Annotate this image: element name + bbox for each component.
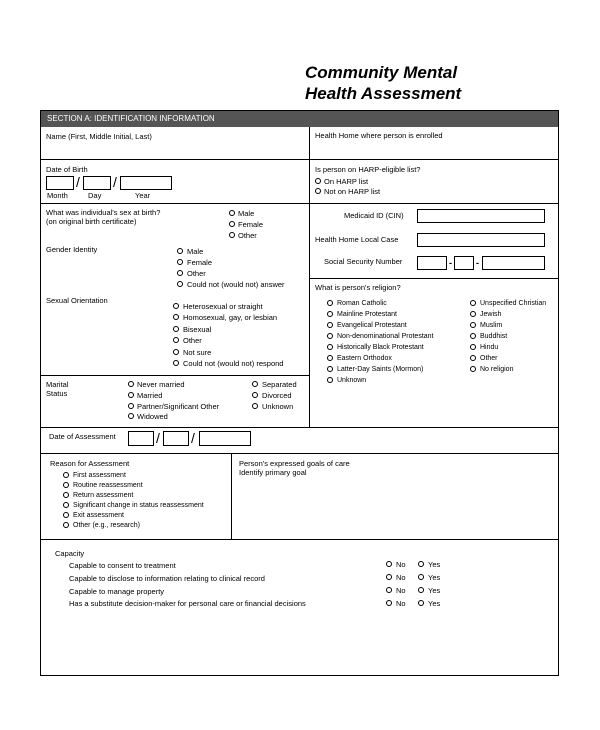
section-a-header: SECTION A: IDENTIFICATION INFORMATION — [41, 111, 558, 127]
religion-radio[interactable] — [327, 300, 333, 306]
form-title-line2: Health Assessment — [305, 84, 462, 103]
capacity-yes-label: Yes — [428, 599, 441, 608]
ssn-part1-input[interactable] — [417, 256, 447, 270]
ssn-label: Social Security Number — [324, 257, 403, 266]
row-divider — [41, 375, 309, 376]
reason-option-label: Return assessment — [73, 492, 134, 499]
religion-label: Mainline Protestant — [337, 311, 397, 318]
ssn-dash: - — [476, 258, 479, 268]
marital-label: Marital — [46, 380, 69, 389]
assessment-date-label: Date of Assessment — [49, 432, 116, 441]
religion-label: Muslim — [480, 322, 503, 329]
dob-day-input[interactable] — [83, 176, 111, 190]
column-divider — [309, 127, 310, 427]
religion-label: Non-denominational Protestant — [337, 333, 434, 340]
capacity-item-label: Capable to disclose to information relating to clinical record — [69, 574, 265, 583]
gender-noanswer-radio[interactable] — [177, 281, 183, 287]
assessment-slash: / — [191, 430, 195, 446]
harp-not-radio[interactable] — [315, 188, 321, 194]
marital-radio[interactable] — [252, 381, 258, 387]
gender-male-label: Male — [187, 247, 204, 256]
harp-on-radio[interactable] — [315, 178, 321, 184]
reason-radio[interactable] — [63, 522, 69, 528]
gender-other-label: Other — [187, 269, 206, 278]
capacity-item-label: Capable to manage property — [69, 587, 165, 596]
ssn-part3-input[interactable] — [482, 256, 545, 270]
religion-radio[interactable] — [470, 322, 476, 328]
religion-label: Buddhist — [480, 333, 508, 340]
capacity-no-radio[interactable] — [386, 600, 392, 606]
sex-other-radio[interactable] — [229, 232, 235, 238]
goals-sublabel: Identify primary goal — [239, 468, 307, 477]
religion-label: Jewish — [480, 311, 502, 318]
religion-label: Unspecified Christian — [480, 300, 547, 307]
capacity-no-label: No — [396, 599, 406, 608]
row-divider — [41, 539, 558, 540]
sexual-option-label: Heterosexual or straight — [183, 302, 263, 311]
religion-label: Roman Catholic — [337, 300, 387, 307]
gender-other-radio[interactable] — [177, 270, 183, 276]
gender-male-radio[interactable] — [177, 248, 183, 254]
hh-local-case-label: Health Home Local Case — [315, 235, 399, 244]
gender-female-radio[interactable] — [177, 259, 183, 265]
sex-female-label: Female — [238, 220, 264, 229]
sex-note: (on original birth certificate) — [46, 217, 137, 226]
marital-radio[interactable] — [252, 392, 258, 398]
marital-option-label: Separated — [262, 380, 297, 389]
marital-option-label: Widowed — [137, 412, 168, 421]
dob-month-label: Month — [47, 191, 68, 200]
capacity-yes-label: Yes — [428, 560, 441, 569]
religion-radio[interactable] — [327, 366, 333, 372]
religion-question: What is person's religion? — [315, 283, 401, 292]
religion-label: Latter-Day Saints (Mormon) — [337, 366, 424, 373]
dob-year-input[interactable] — [120, 176, 172, 190]
reason-radio[interactable] — [63, 492, 69, 498]
marital-option-label: Divorced — [262, 391, 292, 400]
religion-radio[interactable] — [327, 311, 333, 317]
assessment-day-input[interactable] — [163, 431, 189, 446]
sex-female-radio[interactable] — [229, 221, 235, 227]
dob-slash: / — [113, 174, 117, 190]
reason-option-label: Other (e.g., research) — [73, 522, 140, 529]
capacity-yes-radio[interactable] — [418, 600, 424, 606]
religion-radio[interactable] — [470, 366, 476, 372]
assessment-slash: / — [156, 430, 160, 446]
marital-radio[interactable] — [128, 381, 134, 387]
row-divider — [309, 278, 558, 279]
row-divider — [41, 453, 558, 454]
gender-label: Gender Identity — [46, 245, 98, 254]
religion-radio[interactable] — [470, 300, 476, 306]
row-divider — [41, 159, 558, 160]
reason-option-label: Routine reassessment — [73, 482, 143, 489]
harp-on-label: On HARP list — [324, 177, 369, 186]
capacity-no-label: No — [396, 586, 406, 595]
assessment-form — [40, 110, 559, 676]
capacity-label: Capacity — [55, 549, 85, 558]
medicaid-input[interactable] — [417, 209, 545, 223]
religion-label: Evangelical Protestant — [337, 322, 407, 329]
sexual-radio[interactable] — [173, 337, 179, 343]
religion-label: No religion — [480, 366, 514, 373]
capacity-yes-label: Yes — [428, 573, 441, 582]
religion-radio[interactable] — [327, 344, 333, 350]
sexual-orientation-label: Sexual Orientation — [46, 296, 108, 305]
religion-radio[interactable] — [470, 344, 476, 350]
health-home-label: Health Home where person is enrolled — [315, 131, 443, 140]
religion-label: Hindu — [480, 344, 499, 351]
sex-other-label: Other — [238, 231, 257, 240]
capacity-yes-label: Yes — [428, 586, 441, 595]
harp-question: Is person on HARP-eligible list? — [315, 165, 421, 174]
reason-radio[interactable] — [63, 512, 69, 518]
religion-radio[interactable] — [327, 333, 333, 339]
sex-question: What was individual's sex at birth? — [46, 208, 161, 217]
form-title — [305, 62, 461, 104]
capacity-yes-radio[interactable] — [418, 574, 424, 580]
religion-label: Historically Black Protestant — [337, 344, 424, 351]
religion-radio[interactable] — [470, 311, 476, 317]
capacity-no-radio[interactable] — [386, 561, 392, 567]
capacity-item-label: Capable to consent to treatment — [69, 561, 176, 570]
reason-radio[interactable] — [63, 502, 69, 508]
religion-label: Unknown — [337, 377, 367, 384]
marital-radio[interactable] — [128, 392, 134, 398]
sexual-radio[interactable] — [173, 360, 179, 366]
capacity-no-radio[interactable] — [386, 574, 392, 580]
reason-option-label: First assessment — [73, 472, 126, 479]
dob-year-label: Year — [135, 191, 151, 200]
gender-noanswer-label: Could not (would not) answer — [187, 280, 285, 289]
marital-option-label: Married — [137, 391, 163, 400]
marital-option-label: Never married — [137, 380, 185, 389]
reason-option-label: Significant change in status reassessment — [73, 502, 204, 509]
name-label: Name (First, Middle Initial, Last) — [46, 132, 152, 141]
sexual-option-label: Not sure — [183, 348, 212, 357]
dob-day-label: Day — [88, 191, 102, 200]
religion-radio[interactable] — [327, 355, 333, 361]
reason-radio[interactable] — [63, 472, 69, 478]
religion-radio[interactable] — [470, 333, 476, 339]
sexual-radio[interactable] — [173, 326, 179, 332]
dob-month-input[interactable] — [46, 176, 74, 190]
row-divider — [41, 203, 558, 204]
sexual-option-label: Bisexual — [183, 325, 212, 334]
ssn-dash: - — [449, 258, 452, 268]
marital-label-2: Status — [46, 389, 68, 398]
sexual-radio[interactable] — [173, 349, 179, 355]
marital-option-label: Unknown — [262, 402, 294, 411]
capacity-item-label: Has a substitute decision-maker for personal care or financial decisions — [69, 599, 306, 608]
sex-male-label: Male — [238, 209, 255, 218]
religion-label: Other — [480, 355, 498, 362]
form-title-line1: Community Mental — [305, 63, 458, 82]
reason-label: Reason for Assessment — [50, 459, 130, 468]
capacity-no-radio[interactable] — [386, 587, 392, 593]
column-divider — [231, 453, 232, 539]
capacity-yes-radio[interactable] — [418, 561, 424, 567]
capacity-no-label: No — [396, 560, 406, 569]
assessment-month-input[interactable] — [128, 431, 154, 446]
dob-slash: / — [76, 174, 80, 190]
marital-option-label: Partner/Significant Other — [137, 402, 220, 411]
sexual-option-label: Other — [183, 336, 202, 345]
sex-male-radio[interactable] — [229, 210, 235, 216]
religion-label: Eastern Orthodox — [337, 355, 392, 362]
sexual-option-label: Homosexual, gay, or lesbian — [183, 313, 278, 322]
assessment-year-input[interactable] — [199, 431, 251, 446]
goals-label: Person's expressed goals of care — [239, 459, 350, 468]
marital-radio[interactable] — [128, 413, 134, 419]
capacity-no-label: No — [396, 573, 406, 582]
sexual-option-label: Could not (would not) respond — [183, 359, 284, 368]
marital-radio[interactable] — [252, 403, 258, 409]
reason-radio[interactable] — [63, 482, 69, 488]
marital-radio[interactable] — [128, 403, 134, 409]
gender-female-label: Female — [187, 258, 213, 267]
harp-not-label: Not on HARP list — [324, 187, 381, 196]
medicaid-label: Medicaid ID (CIN) — [344, 211, 404, 220]
reason-option-label: Exit assessment — [73, 512, 124, 519]
capacity-yes-radio[interactable] — [418, 587, 424, 593]
row-divider — [41, 427, 558, 428]
sexual-radio[interactable] — [173, 303, 179, 309]
religion-radio[interactable] — [327, 322, 333, 328]
religion-radio[interactable] — [470, 355, 476, 361]
religion-radio[interactable] — [327, 377, 333, 383]
hh-local-case-input[interactable] — [417, 233, 545, 247]
sexual-radio[interactable] — [173, 314, 179, 320]
ssn-part2-input[interactable] — [454, 256, 474, 270]
dob-label: Date of Birth — [46, 165, 88, 174]
